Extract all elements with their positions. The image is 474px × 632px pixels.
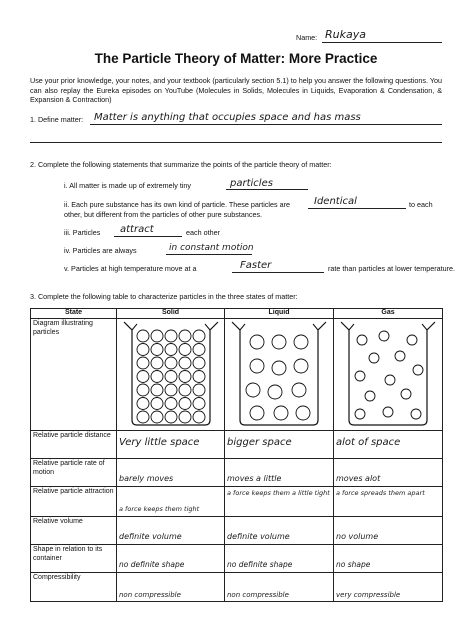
- name-line: [322, 42, 442, 43]
- name-value[interactable]: Rukaya: [325, 28, 366, 41]
- solid-particle: [137, 371, 149, 383]
- solid-particle: [193, 384, 205, 396]
- table-row-motion: [31, 459, 443, 487]
- solid-distance-answer: Very little space: [119, 437, 200, 448]
- solid-particle: [137, 330, 149, 342]
- q2-ii-text-b: to each: [409, 200, 433, 209]
- solid-particle: [137, 357, 149, 369]
- q2-iii-text-b: each other: [186, 228, 220, 237]
- solid-compress-cell[interactable]: [117, 573, 225, 602]
- solid-particle: [193, 411, 205, 423]
- solid-particle: [137, 398, 149, 410]
- liquid-beaker-diagram: [229, 320, 329, 428]
- table-row-shape: [31, 545, 443, 573]
- q2-iii-line: [114, 236, 182, 237]
- solid-particle: [151, 344, 163, 356]
- liquid-distance-answer: bigger space: [227, 437, 292, 448]
- liquid-attraction-answer: a force keeps them a little tight: [227, 489, 330, 497]
- solid-particle: [151, 357, 163, 369]
- q1-answer-line: [90, 124, 442, 125]
- q2-i-line: [226, 189, 308, 190]
- row-label-volume: Relative volume: [31, 517, 117, 545]
- gas-motion-cell[interactable]: [334, 459, 443, 487]
- solid-particle: [137, 411, 149, 423]
- solid-particle: [193, 330, 205, 342]
- q1-second-line: [30, 142, 442, 143]
- intro-text: Use your prior knowledge, your notes, and your textbook (particularly section 5.1) to help you answer the following questions. You can also replay the Eureka episodes on YouTube (Molecules in Solids, Molecules in Liquids, Evaporation & Condensation, & Expansion & Contraction): [30, 76, 442, 104]
- q2-iii-answer[interactable]: attract: [120, 224, 154, 235]
- table-row-distance: [31, 431, 443, 459]
- gas-distance-answer: alot of space: [336, 437, 401, 448]
- gas-shape-answer: no shape: [336, 560, 371, 569]
- states-table: [30, 308, 443, 602]
- name-label: Name:: [296, 33, 318, 42]
- solid-distance-cell[interactable]: [117, 431, 225, 459]
- solid-motion-answer: barely moves: [119, 474, 174, 483]
- q2-i-text: i. All matter is made up of extremely tiny: [64, 181, 192, 190]
- solid-volume-cell[interactable]: [117, 517, 225, 545]
- liquid-diagram-cell: [225, 319, 334, 431]
- solid-particle: [165, 330, 177, 342]
- solid-particle: [151, 398, 163, 410]
- liquid-attraction-cell[interactable]: [225, 487, 334, 517]
- q2-v-answer[interactable]: Faster: [240, 260, 272, 271]
- table-row-attraction: [31, 487, 443, 517]
- solid-particle: [179, 344, 191, 356]
- q2-v-line: [232, 272, 324, 273]
- gas-attraction-answer: a force spreads them apart: [336, 489, 425, 497]
- gas-compress-answer: very compressible: [336, 591, 401, 599]
- solid-shape-answer: no definite shape: [119, 560, 185, 569]
- solid-attraction-cell[interactable]: [117, 487, 225, 517]
- solid-particle: [193, 371, 205, 383]
- table-row-compressibility: [31, 573, 443, 602]
- liquid-motion-answer: moves a little: [227, 474, 282, 483]
- solid-particle: [137, 344, 149, 356]
- q2-v-text-a: v. Particles at high temperature move at a: [64, 264, 197, 273]
- liquid-compress-answer: non compressible: [227, 591, 289, 599]
- solid-particle: [193, 357, 205, 369]
- col-header-liquid: Liquid: [225, 309, 334, 319]
- solid-particle: [151, 384, 163, 396]
- row-label-motion: Relative particle rate of motion: [31, 459, 117, 487]
- gas-diagram-cell: [334, 319, 443, 431]
- gas-volume-cell[interactable]: [334, 517, 443, 545]
- liquid-shape-answer: no definite shape: [227, 560, 293, 569]
- q2-iv-text: iv. Particles are always: [64, 246, 137, 255]
- q1-label: 1. Define matter:: [30, 115, 84, 124]
- q2-ii-line: [308, 208, 406, 209]
- table-row-volume: [31, 517, 443, 545]
- liquid-shape-cell[interactable]: [225, 545, 334, 573]
- table-header-row: [31, 309, 443, 319]
- row-label-shape: Shape in relation to its container: [31, 545, 117, 573]
- gas-beaker-diagram: [338, 320, 438, 428]
- table-row-diagram: [31, 319, 443, 431]
- solid-particle: [165, 344, 177, 356]
- q1-answer[interactable]: Matter is anything that occupies space and has mass: [94, 112, 361, 123]
- solid-volume-answer: definite volume: [119, 532, 182, 541]
- solid-motion-cell[interactable]: [117, 459, 225, 487]
- row-label-attraction: Relative particle attraction: [31, 487, 117, 517]
- q2-iv-answer[interactable]: in constant motion: [169, 243, 254, 253]
- q3-prompt: 3. Complete the following table to characterize particles in the three states of matter:: [30, 292, 298, 301]
- solid-particle: [179, 398, 191, 410]
- solid-particle: [165, 411, 177, 423]
- row-label-distance: Relative particle distance: [31, 431, 117, 459]
- gas-distance-cell[interactable]: [334, 431, 443, 459]
- liquid-volume-answer: definite volume: [227, 532, 290, 541]
- gas-volume-answer: no volume: [336, 532, 379, 541]
- col-header-gas: Gas: [334, 309, 443, 319]
- solid-compress-answer: non compressible: [119, 591, 181, 599]
- solid-particle: [137, 384, 149, 396]
- q2-ii-text-a: ii. Each pure substance has its own kind of particle. These particles are: [64, 200, 290, 209]
- q2-v-text-b: rate than particles at lower temperature.: [328, 264, 456, 273]
- col-header-state: State: [31, 309, 117, 319]
- solid-particle: [151, 371, 163, 383]
- solid-particle: [151, 330, 163, 342]
- solid-diagram-cell: [117, 319, 225, 431]
- row-label-diagram: Diagram illustrating particles: [31, 319, 117, 431]
- solid-particle: [165, 357, 177, 369]
- solid-attraction-answer: a force keeps them tight: [119, 505, 200, 513]
- solid-particle: [179, 384, 191, 396]
- solid-particle: [179, 411, 191, 423]
- q2-iv-line: [166, 254, 252, 255]
- q2-prompt: 2. Complete the following statements that summarize the points of the particle theory of matter:: [30, 160, 332, 169]
- solid-beaker-diagram: [121, 320, 221, 428]
- liquid-volume-cell[interactable]: [225, 517, 334, 545]
- solid-particle: [179, 357, 191, 369]
- page-title: The Particle Theory of Matter: More Practice: [94, 51, 378, 66]
- q2-i-answer[interactable]: particles: [230, 178, 273, 189]
- solid-particle: [151, 411, 163, 423]
- liquid-distance-cell[interactable]: [225, 431, 334, 459]
- solid-particle: [193, 398, 205, 410]
- q2-ii-text-c: other, but different from the particles of other pure substances.: [64, 210, 263, 219]
- solid-particle: [193, 344, 205, 356]
- gas-attraction-cell[interactable]: [334, 487, 443, 517]
- solid-particle: [165, 398, 177, 410]
- q2-ii-answer[interactable]: Identical: [314, 196, 357, 207]
- solid-shape-cell[interactable]: [117, 545, 225, 573]
- gas-motion-answer: moves alot: [336, 474, 381, 483]
- solid-particle: [179, 371, 191, 383]
- liquid-compress-cell[interactable]: [225, 573, 334, 602]
- solid-particle: [165, 371, 177, 383]
- q2-iii-text-a: iii. Particles: [64, 228, 101, 237]
- gas-shape-cell[interactable]: [334, 545, 443, 573]
- gas-compress-cell[interactable]: [334, 573, 443, 602]
- row-label-compressibility: Compressibility: [31, 573, 117, 602]
- col-header-solid: Solid: [117, 309, 225, 319]
- liquid-motion-cell[interactable]: [225, 459, 334, 487]
- solid-particle: [179, 330, 191, 342]
- solid-particle: [165, 384, 177, 396]
